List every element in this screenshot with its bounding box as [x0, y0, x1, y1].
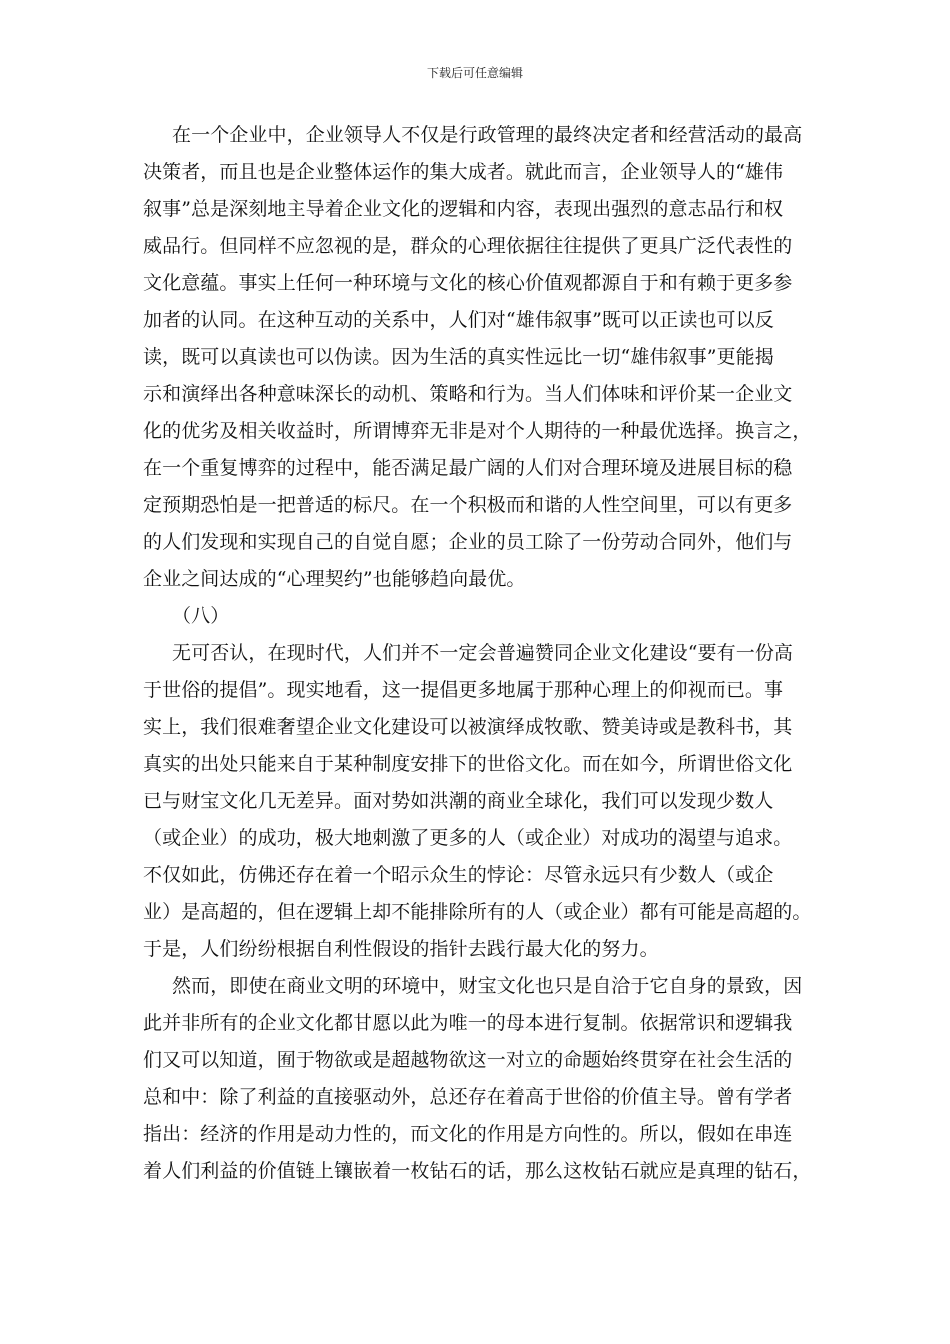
paragraph-3 — [143, 968, 823, 1190]
text-line: 读，既可以真读也可以伪读。因为生活的真实性远比一切“雄伟叙事”更能揭 — [143, 346, 774, 368]
text-line: 总和中：除了利益的直接驱动外，总还存在着高于世俗的价值主导。曾有学者 — [143, 1086, 793, 1108]
text-line: 于是，人们纷纷根据自利性假设的指针去践行最大化的努力。 — [143, 938, 659, 960]
text-line: 此并非所有的企业文化都甘愿以此为唯一的母本进行复制。依据常识和逻辑我 — [143, 1012, 793, 1034]
text-line: 真实的出处只能来自于某种制度安排下的世俗文化。而在如今，所谓世俗文化 — [143, 753, 793, 775]
document-body — [143, 117, 823, 1190]
text-line: 不仅如此，仿佛还存在着一个昭示众生的悖论：尽管永远只有少数人（或企 — [143, 864, 774, 886]
text-line: 示和演绎出各种意味深长的动机、策略和行为。当人们体味和评价某一企业文 — [143, 383, 793, 405]
text-line: 实上，我们很难奢望企业文化建设可以被演绎成牧歌、赞美诗或是教科书，其 — [143, 716, 793, 738]
text-line: 在一个重复博弈的过程中，能否满足最广阔的人们对合理环境及进展目标的稳 — [143, 457, 793, 479]
paragraph-1 — [143, 117, 823, 598]
section-heading — [143, 598, 823, 635]
text-line: 无可否认，在现时代，人们并不一定会普遍赞同企业文化建设“要有一份高 — [172, 642, 794, 664]
text-line: 定预期恐怕是一把普适的标尺。在一个积极而和谐的人性空间里，可以有更多 — [143, 494, 793, 516]
text-line: 们又可以知道，囿于物欲或是超越物欲这一对立的命题始终贯穿在社会生活的 — [143, 1049, 793, 1071]
page-header: 下载后可任意编辑 — [426, 66, 523, 80]
text-line: 叙事”总是深刻地主导着企业文化的逻辑和内容，表现出强烈的意志品行和权 — [143, 198, 784, 220]
text-line: 于世俗的提倡”。现实地看，这一提倡更多地属于那种心理上的仰视而已。事 — [143, 679, 784, 701]
text-line: 加者的认同。在这种互动的关系中，人们对“雄伟叙事”既可以正读也可以反 — [143, 309, 774, 331]
text-line: 业）是高超的，但在逻辑上却不能排除所有的人（或企业）都有可能是高超的。 — [143, 901, 812, 923]
text-line: 威品行。但同样不应忽视的是，群众的心理依据往往提供了更具广泛代表性的 — [143, 235, 793, 257]
text-line: 决策者，而且也是企业整体运作的集大成者。就此而言，企业领导人的“雄伟 — [143, 161, 784, 183]
text-line: 着人们利益的价值链上镶嵌着一枚钻石的话，那么这枚钻石就应是真理的钻石， — [143, 1160, 812, 1182]
text-line: 然而，即使在商业文明的环境中，财宝文化也只是自洽于它自身的景致，因 — [172, 975, 803, 997]
section-number: （八） — [172, 605, 230, 627]
text-line: 在一个企业中，企业领导人不仅是行政管理的最终决定者和经营活动的最高 — [172, 124, 803, 146]
text-line: 化的优劣及相关收益时，所谓博弈无非是对个人期待的一种最优选择。换言之， — [143, 420, 812, 442]
text-line: 文化意蕴。事实上任何一种环境与文化的核心价值观都源自于和有赖于更多参 — [143, 272, 793, 294]
text-line: 企业之间达成的“心理契约”也能够趋向最优。 — [143, 568, 526, 590]
text-line: 已与财宝文化几无差异。面对势如洪潮的商业全球化，我们可以发现少数人 — [143, 790, 774, 812]
text-line: 指出：经济的作用是动力性的，而文化的作用是方向性的。所以，假如在串连 — [143, 1123, 793, 1145]
paragraph-2 — [143, 635, 823, 968]
text-line: 的人们发现和实现自己的自觉自愿；企业的员工除了一份劳动合同外，他们与 — [143, 531, 793, 553]
text-line: （或企业）的成功，极大地刺激了更多的人（或企业）对成功的渴望与追求。 — [143, 827, 793, 849]
